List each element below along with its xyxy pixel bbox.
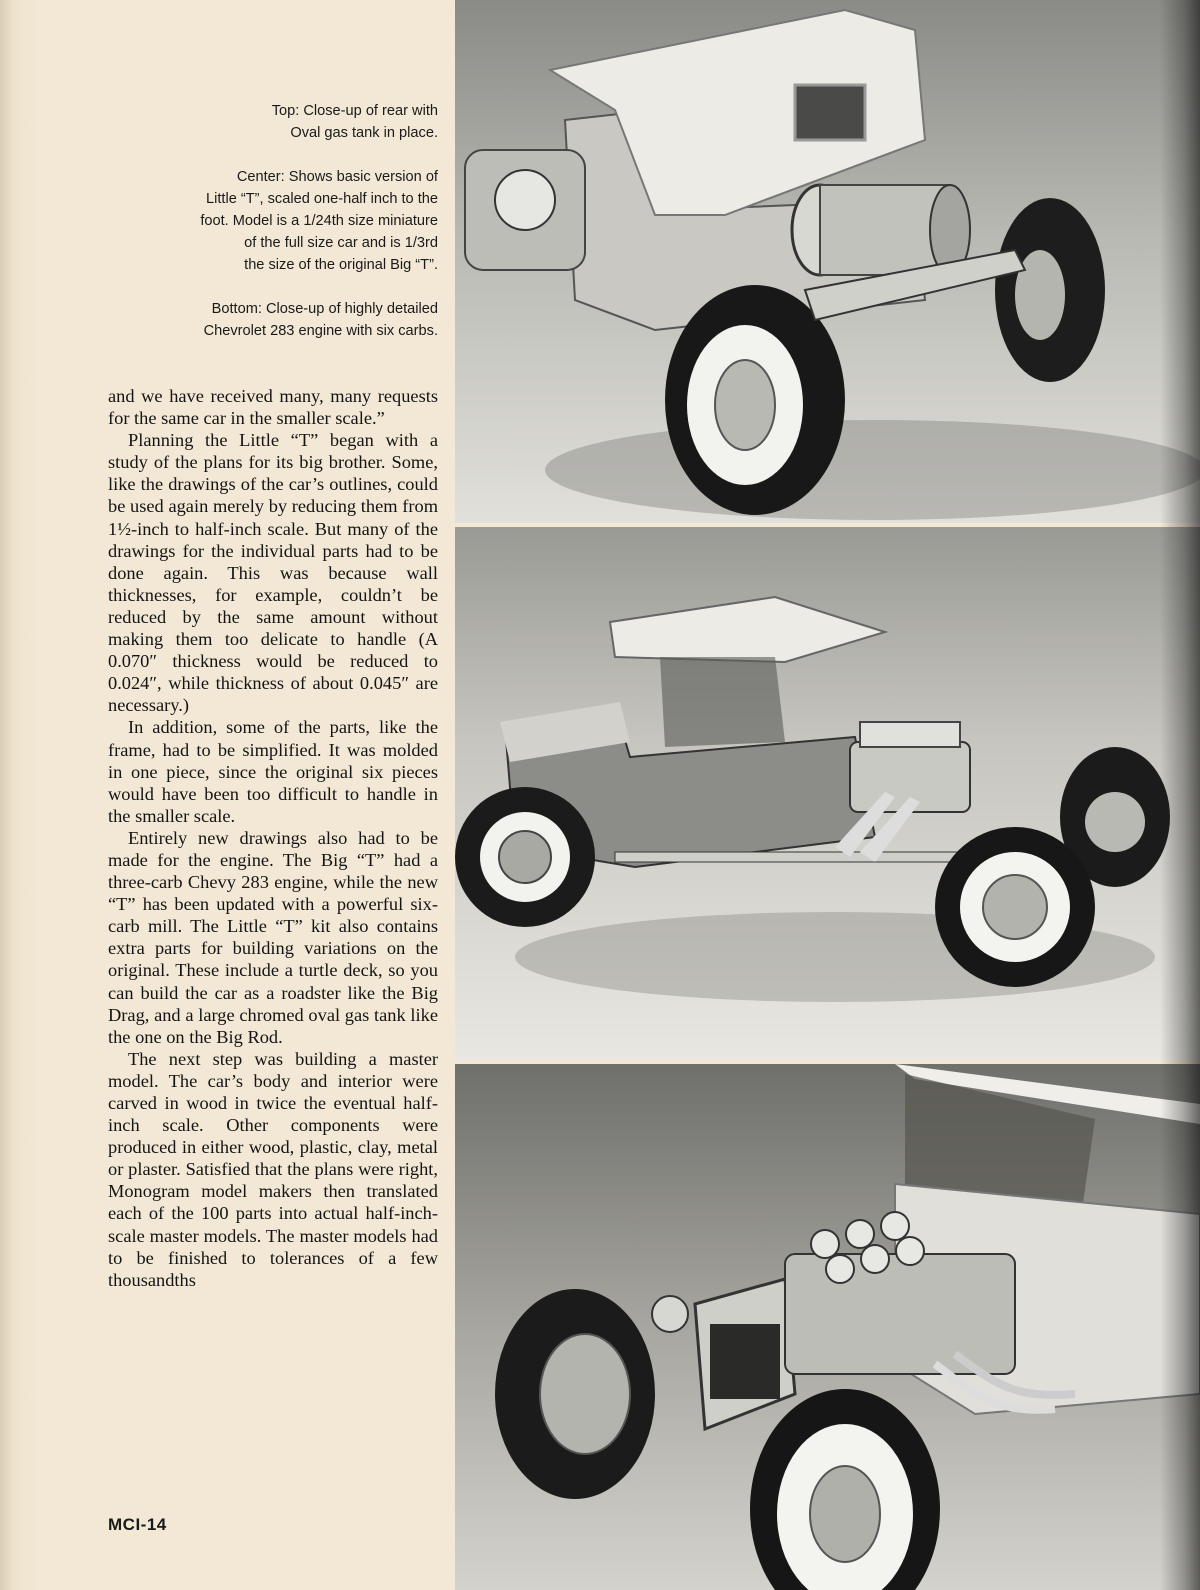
paragraph-1: and we have received many, many requests for the same car in the smaller scale.”: [108, 386, 438, 429]
rear-closeup-illustration: [455, 0, 1200, 523]
photo-engine-closeup: [455, 1064, 1200, 1590]
paragraph-2: Planning the Little “T” began with a study of the plans for its big brother. Some, like the drawings of the car’s outlines, could be used again merely by reducing them from 1½-inch to half-inch scale. But many of the drawings for the individual parts had to be done again. This was because wall thicknesses, for example, couldn’t be reduced by the same amount without making them too delicate to handle (A 0.070″ thickness would be reduced to 0.024″, while thickness of about 0.045″ are necessary.): [108, 430, 438, 716]
paragraph-3: In addition, some of the parts, like the frame, had to be simplified. It was molded in one piece, since the original six pieces would have been too difficult to handle in the smaller scale.: [108, 717, 438, 826]
caption-center: Center: Shows basic version of Little “T”, scaled one-half inch to the foot. Model is a 1/24th size miniature of the full size car and is 1/3rd the size of the original Big “T”.: [200, 169, 438, 273]
caption-top: Top: Close-up of rear with Oval gas tank in place.: [271, 103, 438, 141]
article-body: [108, 385, 438, 1291]
photo-captions: [118, 100, 438, 364]
text-column: [108, 0, 438, 1590]
page-folio: MCI-14: [108, 1515, 167, 1534]
photo-rear-closeup: [455, 0, 1200, 523]
engine-closeup-illustration: [455, 1064, 1200, 1590]
caption-bottom: Bottom: Close-up of highly detailed Chevrolet 283 engine with six carbs.: [203, 301, 438, 339]
basic-version-illustration: [455, 527, 1200, 1060]
photo-basic-version: [455, 527, 1200, 1060]
paragraph-5: The next step was building a master model. The car’s body and interior were carved in wood in twice the eventual half-inch scale. Other components were produced in either wood, plastic, clay, metal or plaster. Satisfied that the plans were right, Monogram model makers then translated each of the 100 parts into actual half-inch-scale master models. The master models had to be finished to tolerances of a few thousandths: [108, 1048, 438, 1290]
paragraph-4: Entirely new drawings also had to be made for the engine. The Big “T” had a three-carb Chevy 283 engine, while the new “T” has been updated with a powerful six-carb mill. The Little “T” kit also contains extra parts for building variations on the original. These include a turtle deck, so you can build the car as a roadster like the Big Drag, and a large chromed oval gas tank like the one on the Big Rod.: [108, 827, 438, 1047]
